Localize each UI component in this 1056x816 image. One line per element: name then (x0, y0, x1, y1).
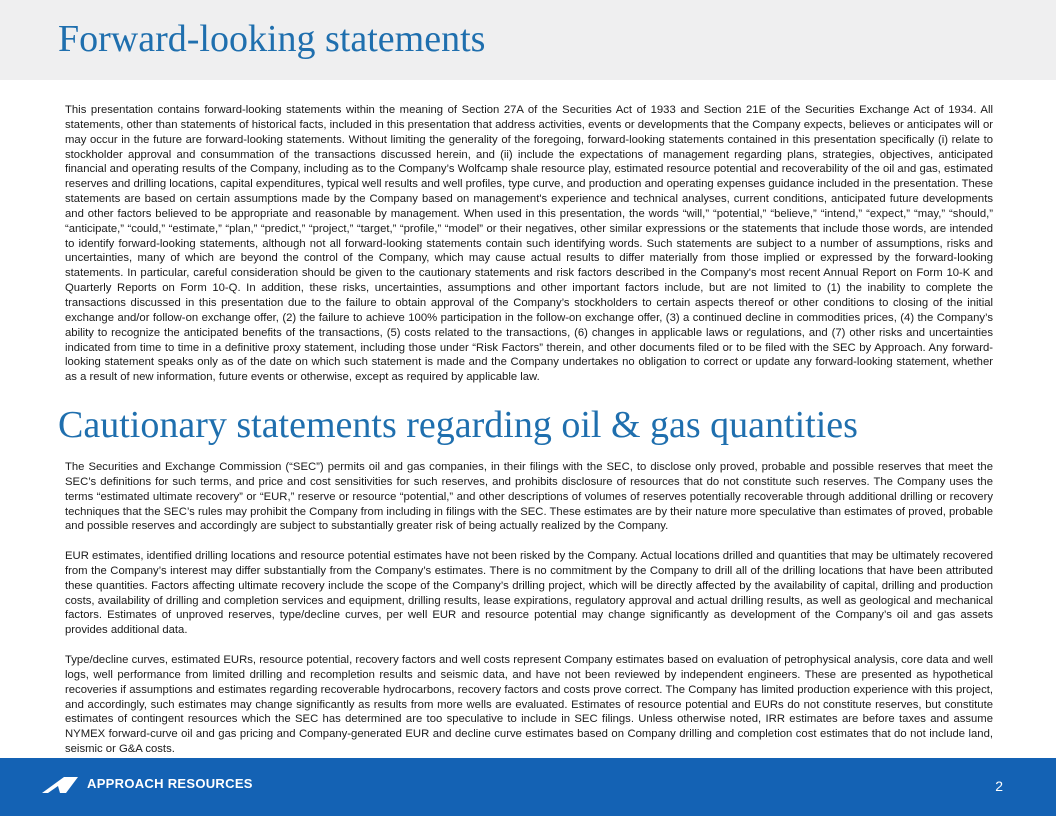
page-title: Forward-looking statements (58, 18, 486, 60)
cautionary-paragraph-3: Type/decline curves, estimated EURs, resource potential, recovery factors and well costs represent Company estimates based on evaluation of petrophysical analysis, core data and well logs, well performance from limited drilling and recompletion results and seismic data, and have not been reviewed by independent engineers. These are presented as hypothetical recoveries if assumptions and estimates regarding recoverable hydrocarbons, recovery factors and costs prove correct. The Company has limited production experience with this project, and accordingly, such estimates may change significantly as results from more wells are evaluated. Estimates of resource potential and EURs do not constitute reserves, but constitute estimates of contingent resources which the SEC has determined are too speculative to include in SEC filings. Unless otherwise noted, IRR estimates are before taxes and assume NYMEX forward-curve oil and gas pricing and Company-generated EUR and decline curve estimates based on Company drilling and completion cost estimates that do not include land, seismic or G&A costs. (65, 653, 993, 756)
approach-logo-icon (42, 776, 78, 794)
cautionary-paragraph-1: The Securities and Exchange Commission (“SEC”) permits oil and gas companies, in their filings with the SEC, to disclose only proved, probable and possible reserves that meet the SEC’s definitions for such terms, and price and cost sensitivities for such reserves, and prohibits disclosure of resources that do not constitute such reserves. The Company uses the terms “estimated ultimate recovery” or “EUR,” reserve or resource “potential,” and other descriptions of volumes of reserves potentially recoverable through additional drilling or recovery techniques that the SEC’s rules may prohibit the Company from including in filings with the SEC. These estimates are by their nature more speculative than estimates of proved, probable and possible reserves and accordingly are subject to substantially greater risk of being actually realized by the Company. (65, 461, 993, 533)
footer-bar (0, 758, 1056, 816)
brand-name: APPROACH RESOURCES (87, 776, 253, 791)
cautionary-paragraph-2: EUR estimates, identified drilling locations and resource potential estimates have not been risked by the Company. Actual locations drilled and quantities that may be ultimately recovered from the Company’s interest may differ substantially from the Company’s estimates. There is no commitment by the Company to drill all of the drilling locations that have been attributed these quantities. Factors affecting ultimate recovery include the scope of the Company’s drilling project, which will be directly affected by the availability of capital, drilling and production costs, availability of drilling and completion services and equipment, drilling results, lease expirations, regulatory approval and actual drilling results, as well as geological and mechanical factors. Estimates of unproved reserves, type/decline curves, per well EUR and resource potential may change significantly as development of the Company’s oil and gas assets provides additional data. (65, 550, 993, 637)
cautionary-section-body (65, 460, 993, 772)
forward-looking-paragraph: This presentation contains forward-looking statements within the meaning of Section 27A of the Securities Act of 1933 and Section 21E of the Securities Exchange Act of 1934. All statements, other than statements of historical facts, included in this presentation that address activities, events or developments that the Company expects, believes or anticipates will or may occur in the future are forward-looking statements. Without limiting the generality of the foregoing, forward-looking statements contained in this presentation specifically (i) relate to stockholder approval and consummation of the transactions discussed herein, and (ii) include the expectations of management regarding plans, strategies, objectives, anticipated financial and operating results of the Company, including as to the Company’s Wolfcamp shale resource play, estimated resource potential and recoverability of the oil and gas, estimated reserves and drilling locations, capital expenditures, typical well results and well profiles, type curve, and production and operating expenses guidance included in the presentation. These statements are based on certain assumptions made by the Company based on management's experience and technical analyses, current conditions, anticipated future developments and other factors believed to be appropriate and reasonable by management. When used in this presentation, the words “will,” “potential,” “believe,” “intend,” “expect,” “may,” “should,” “anticipate,” “could,” “estimate,” “plan,” “predict,” “project,” “target,” “profile,” “model” or their negatives, other similar expressions or the statements that include those words, are intended to identify forward-looking statements, although not all forward-looking statements contain such identifying words. Such statements are subject to a number of assumptions, risks and uncertainties, many of which are beyond the control of the Company, which may cause actual results to differ materially from those implied or expressed by the forward-looking statements. In particular, careful consideration should be given to the cautionary statements and risk factors described in the Company's most recent Annual Report on Form 10-K and Quarterly Reports on Form 10-Q. In addition, these risks, uncertainties, assumptions and other important factors include, but are not limited to (1) the inability to complete the transactions discussed in this presentation due to the failure to obtain approval of the Company’s stockholders to certain aspects thereof or other conditions to closing of the initial exchange and/or follow-on exchange offer, (2) the failure to achieve 100% participation in the follow-on exchange offer, (3) a continued decline in commodities prices, (4) the Company’s ability to recognize the anticipated benefits of the transactions, (5) costs related to the transactions, (6) changes in applicable laws or regulations, and (7) other risks and uncertainties indicated from time to time in a definitive proxy statement, including those under “Risk Factors” therein, and other documents filed or to be filed with the SEC by Approach. Any forward-looking statement speaks only as of the date on which such statement is made and the Company undertakes no obligation to correct or update any forward-looking statement, whether as a result of new information, future events or otherwise, except as required by applicable law. (65, 104, 993, 384)
section-title-cautionary: Cautionary statements regarding oil & gas quantities (58, 404, 858, 446)
page-number: 2 (995, 778, 1003, 794)
